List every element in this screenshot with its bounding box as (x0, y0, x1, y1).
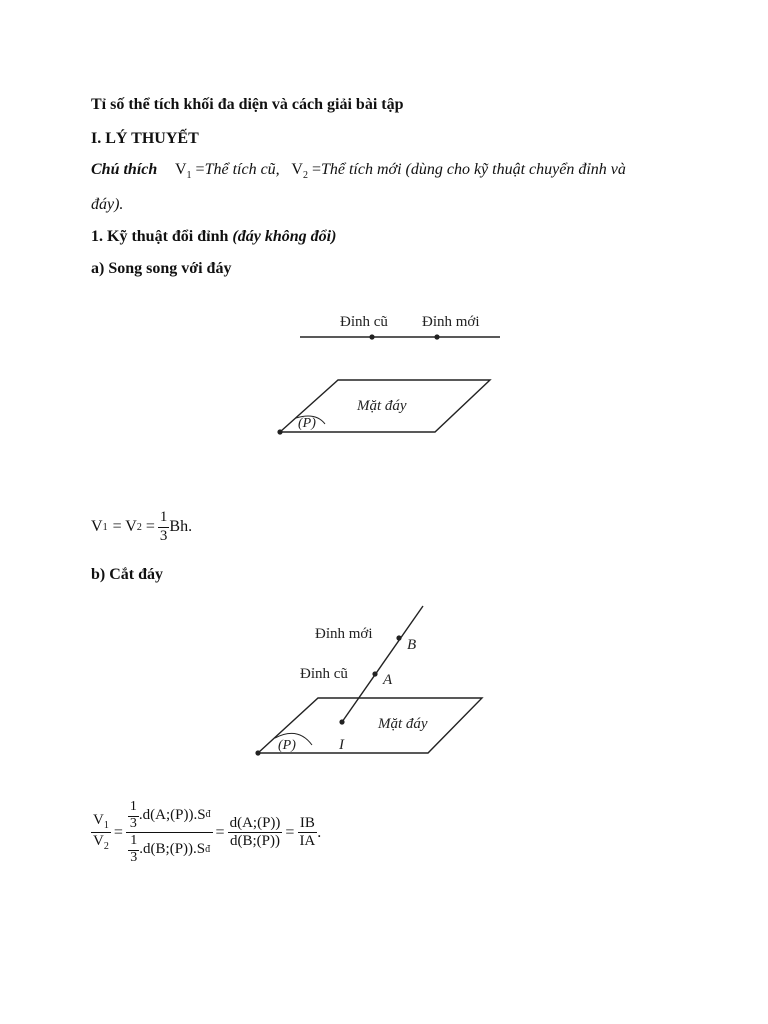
plane-corner-point (255, 750, 260, 755)
segments-den: IA (299, 833, 316, 850)
subheading-cut: b) Cắt đáy (91, 566, 164, 583)
third-bottom (128, 834, 139, 865)
formula-a-eq: = (145, 518, 155, 536)
formula-b-eq2: = (215, 823, 225, 841)
formula-a-v2-sub: 2 (136, 521, 142, 533)
note-line (91, 161, 626, 181)
ratio-v2: V (93, 833, 104, 850)
base-label: Mặt đáy (378, 716, 428, 732)
note-paren-line2: đáy). (91, 196, 124, 213)
bottom-s-sub: đ (205, 843, 211, 855)
old-vertex-point (369, 334, 374, 339)
note-eq1: = (195, 161, 205, 178)
point-b (396, 635, 401, 640)
formula-a-den: 3 (159, 527, 168, 544)
new-vertex-label: Đỉnh mới (422, 314, 480, 330)
new-vertex-point (434, 334, 439, 339)
formula-a-num: 1 (158, 510, 170, 528)
subheading-parallel: a) Song song với đáy (91, 260, 232, 277)
plane-label: (P) (278, 738, 296, 753)
old-vertex-label: Đỉnh cũ (340, 314, 388, 330)
third-bottom-den: 3 (130, 850, 138, 866)
old-vertex-label: Đỉnh cũ (300, 666, 348, 682)
formula-b-eq1: = (113, 823, 123, 841)
technique1-heading-text: 1. Kỹ thuật đổi đỉnh (91, 228, 229, 245)
figure-parallel (250, 300, 520, 450)
ratio-volume-expr (126, 800, 213, 866)
note-eq2: = (311, 161, 321, 178)
formula-cut (91, 800, 321, 866)
formula-a-v1-sub: 1 (102, 521, 108, 533)
point-a (372, 671, 377, 676)
formula-a-tail: Bh. (169, 518, 193, 536)
technique1-heading-italic: (đáy không đổi) (232, 228, 337, 245)
top-s-sub: đ (205, 809, 211, 821)
third-top-den: 3 (129, 815, 137, 831)
base-label: Mặt đáy (357, 398, 407, 414)
plane-corner-point (277, 429, 282, 434)
distance-num: d(A;(P)) (228, 816, 283, 834)
formula-b-end: . (317, 823, 322, 841)
note-v1: $V_1$ (174, 161, 192, 182)
formula-a-fraction (158, 510, 170, 545)
note-v1-desc: Thể tích cũ, (204, 161, 280, 178)
new-vertex-label: Đỉnh mới (315, 626, 373, 642)
ratio-distance (228, 816, 283, 851)
ratio-v1-v2 (91, 813, 111, 853)
note-v2-desc: Thể tích mới (320, 161, 402, 178)
note-label: Chú thích (91, 161, 158, 178)
plane-label: (P) (298, 416, 316, 431)
third-top (128, 800, 139, 831)
point-i-label: I (339, 737, 344, 753)
top-expr: .d(A;(P)).S (138, 806, 206, 823)
distance-den: d(B;(P)) (229, 833, 280, 850)
technique1-heading (91, 228, 336, 246)
page-title: Tỉ số thể tích khối đa diện và cách giải bài tập (91, 96, 404, 113)
vertex-line (342, 606, 423, 722)
ratio-segments (297, 816, 317, 851)
segments-num: IB (298, 816, 317, 834)
third-bottom-num: 1 (128, 834, 139, 851)
point-b-label: B (407, 637, 417, 653)
ratio-v1: V (93, 811, 104, 828)
bottom-expr: .d(B;(P)).S (139, 841, 206, 858)
figure-cut (250, 598, 500, 760)
third-top-num: 1 (128, 800, 139, 817)
ratio-v1-sub: 1 (103, 819, 109, 831)
point-a-label: A (383, 672, 393, 688)
ratio-v2-sub: 2 (103, 841, 109, 853)
formula-b-eq3: = (285, 823, 295, 841)
note-v2: $V_2$ (291, 161, 308, 182)
point-i (339, 719, 344, 724)
note-paren-line1: (dùng cho kỹ thuật chuyển đỉnh và (405, 161, 626, 178)
section-heading-theory: I. LÝ THUYẾT (91, 130, 199, 147)
formula-parallel (91, 510, 192, 545)
formula-a-v2: = V (112, 518, 137, 536)
formula-a-v1: V (91, 518, 103, 536)
